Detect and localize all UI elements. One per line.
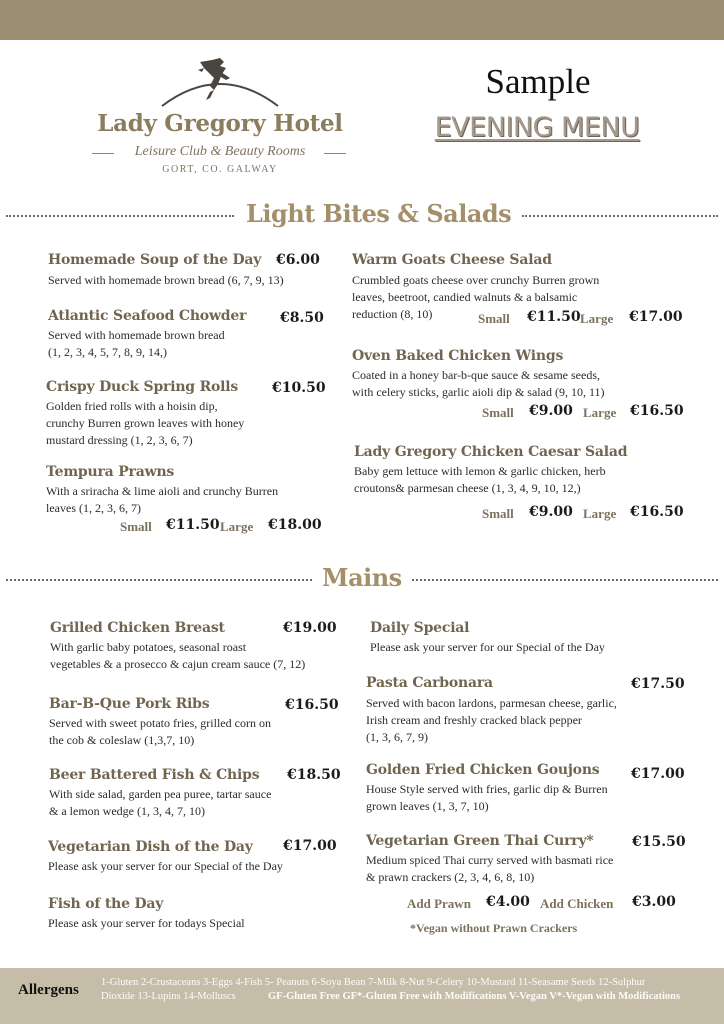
description-line: Served with bacon lardons, parmesan cheese, garlic, xyxy=(366,696,617,710)
item-price: €8.50 xyxy=(280,310,324,326)
description-line: Golden fried rolls with a hoisin dip, xyxy=(46,399,218,413)
item-price: €16.50 xyxy=(285,697,339,713)
item-name: Bar-B-Que Pork Ribs xyxy=(49,696,210,712)
section-divider-right xyxy=(522,215,718,217)
item-price: €17.50 xyxy=(631,676,685,692)
item-description xyxy=(354,463,606,497)
item-description xyxy=(46,398,244,449)
description-line: Crumbled goats cheese over crunchy Burren grown xyxy=(352,273,600,287)
item-price: €17.00 xyxy=(631,766,685,782)
allergens-list-line-2: Dioxide 13-Lupins 14-Molluscs xyxy=(101,991,236,1002)
add-on-chicken-label: Add Chicken xyxy=(540,896,614,911)
item-price: €15.50 xyxy=(632,834,686,850)
description-line: mustard dressing (1, 2, 3, 6, 7) xyxy=(46,433,193,447)
hotel-location: GORT, CO. GALWAY xyxy=(162,164,278,175)
top-bar xyxy=(0,0,724,40)
vegan-note: *Vegan without Prawn Crackers xyxy=(410,921,578,935)
size-label-large: Large xyxy=(583,506,617,521)
item-name: Tempura Prawns xyxy=(46,464,175,480)
description-line: (1, 3, 6, 7, 9) xyxy=(366,730,428,744)
size-label-small: Small xyxy=(482,506,514,521)
description-line: leaves, beetroot, candied walnuts & a balsamic xyxy=(352,290,578,304)
description-line: with celery sticks, garlic aioli dip & salad (9, 10, 11) xyxy=(352,385,605,399)
item-name: Vegetarian Dish of the Day xyxy=(48,839,253,855)
allergens-title: Allergens xyxy=(18,982,79,998)
description-line: (1, 2, 3, 4, 5, 7, 8, 9, 14,) xyxy=(48,345,167,359)
item-price-small: €9.00 xyxy=(529,403,573,419)
add-on-prawn-label: Add Prawn xyxy=(407,896,471,911)
description-line: Medium spiced Thai curry served with basmati rice xyxy=(366,853,614,867)
description-line: Please ask your server for todays Special xyxy=(48,916,245,930)
description-line: & a lemon wedge (1, 3, 4, 7, 10) xyxy=(49,804,205,818)
subtitle-right-rule xyxy=(324,153,346,154)
description-line: Coated in a honey bar-b-que sauce & sesame seeds, xyxy=(352,368,601,382)
dietary-key: GF-Gluten Free GF*-Gluten Free with Modifications V-Vegan V*-Vegan with Modifications xyxy=(268,991,681,1002)
description-line: the cob & coleslaw (1,3,7, 10) xyxy=(49,733,195,747)
section-divider-right xyxy=(412,579,718,581)
size-label-small: Small xyxy=(120,519,152,534)
item-description xyxy=(366,695,617,746)
description-line: Baby gem lettuce with lemon & garlic chicken, herb xyxy=(354,464,606,478)
section-title-mains: Mains xyxy=(322,563,402,592)
item-name: Lady Gregory Chicken Caesar Salad xyxy=(354,444,628,460)
item-name: Oven Baked Chicken Wings xyxy=(352,348,564,364)
item-description xyxy=(48,858,283,875)
item-price: €6.00 xyxy=(276,252,320,268)
description-line: & prawn crackers (2, 3, 4, 6, 8, 10) xyxy=(366,870,535,884)
description-line: Served with homemade brown bread xyxy=(48,328,225,342)
size-label-small: Small xyxy=(478,311,510,326)
item-price: €19.00 xyxy=(283,620,337,636)
hotel-subtitle: Leisure Club & Beauty Rooms xyxy=(134,144,306,159)
description-line: grown leaves (1, 3, 7, 10) xyxy=(366,799,489,813)
item-price-small: €11.50 xyxy=(527,309,581,325)
description-line: Please ask your server for our Special of the Day xyxy=(48,859,283,873)
description-line: leaves (1, 2, 3, 6, 7) xyxy=(46,501,141,515)
item-price: €17.00 xyxy=(283,838,337,854)
item-price-large: €17.00 xyxy=(629,309,683,325)
size-label-small: Small xyxy=(482,405,514,420)
description-line: Served with homemade brown bread (6, 7, 9, 13) xyxy=(48,273,284,287)
description-line: Please ask your server for our Special of the Day xyxy=(370,640,605,654)
item-price-large: €18.00 xyxy=(268,517,322,533)
item-name: Daily Special xyxy=(370,620,470,636)
section-divider-left xyxy=(6,579,312,581)
allergens-list-line-1: 1-Gluten 2-Crustaceans 3-Eggs 4-Fish 5- Peanuts 6-Soya Bean 7-Milk 8-Nut 9-Celery 10-Mustard 11-Seasame Seeds 12-Sulphur xyxy=(101,977,646,988)
item-description xyxy=(50,639,305,673)
description-line: vegetables & a prosecco & cajun cream sauce (7, 12) xyxy=(50,657,306,671)
size-label-large: Large xyxy=(220,519,254,534)
menu-title: EVENING MENU xyxy=(434,112,640,143)
size-label-large: Large xyxy=(580,311,614,326)
item-description xyxy=(370,639,605,656)
description-line: croutons& parmesan cheese (1, 3, 4, 9, 10, 12,) xyxy=(354,481,581,495)
description-line: House Style served with fries, garlic dip & Burren xyxy=(366,782,608,796)
hotel-name: Lady Gregory Hotel xyxy=(97,110,343,137)
description-line: With side salad, garden pea puree, tartar sauce xyxy=(49,787,272,801)
section-divider-left xyxy=(6,215,234,217)
item-name: Crispy Duck Spring Rolls xyxy=(46,379,239,395)
size-label-large: Large xyxy=(583,405,617,420)
item-name: Golden Fried Chicken Goujons xyxy=(366,762,600,778)
item-description xyxy=(48,915,245,932)
description-line: crunchy Burren grown leaves with honey xyxy=(46,416,245,430)
add-on-chicken-price: €3.00 xyxy=(632,894,676,910)
item-description xyxy=(48,272,284,289)
item-name: Pasta Carbonara xyxy=(366,675,493,691)
item-name: Beer Battered Fish & Chips xyxy=(49,767,260,783)
description-line: Irish cream and freshly cracked black pepper xyxy=(366,713,582,727)
item-price: €18.50 xyxy=(287,767,341,783)
item-price: €10.50 xyxy=(272,380,326,396)
item-name: Fish of the Day xyxy=(48,896,164,912)
item-description xyxy=(366,852,613,886)
item-name: Vegetarian Green Thai Curry* xyxy=(366,833,594,849)
item-name: Warm Goats Cheese Salad xyxy=(352,252,552,268)
item-description xyxy=(366,781,608,815)
item-price-large: €16.50 xyxy=(630,504,684,520)
horse-rider-logo-icon xyxy=(160,56,280,108)
description-line: With a sriracha & lime aioli and crunchy Burren xyxy=(46,484,279,498)
item-description xyxy=(46,483,278,517)
add-on-prawn-price: €4.00 xyxy=(486,894,530,910)
item-name: Atlantic Seafood Chowder xyxy=(48,308,247,324)
item-price-large: €16.50 xyxy=(630,403,684,419)
item-price-small: €9.00 xyxy=(529,504,573,520)
item-description xyxy=(49,786,271,820)
section-title-light-bites: Light Bites & Salads xyxy=(246,199,512,228)
description-line: reduction (8, 10) xyxy=(352,307,433,321)
item-name: Grilled Chicken Breast xyxy=(50,620,225,636)
menu-label: Sample xyxy=(485,62,591,101)
hotel-logo xyxy=(88,56,352,180)
item-name: Homemade Soup of the Day xyxy=(48,252,262,268)
item-description xyxy=(48,327,225,361)
item-description xyxy=(352,367,605,401)
description-line: With garlic baby potatoes, seasonal roast xyxy=(50,640,247,654)
item-description xyxy=(49,715,271,749)
description-line: Served with sweet potato fries, grilled corn on xyxy=(49,716,271,730)
item-price-small: €11.50 xyxy=(166,517,220,533)
